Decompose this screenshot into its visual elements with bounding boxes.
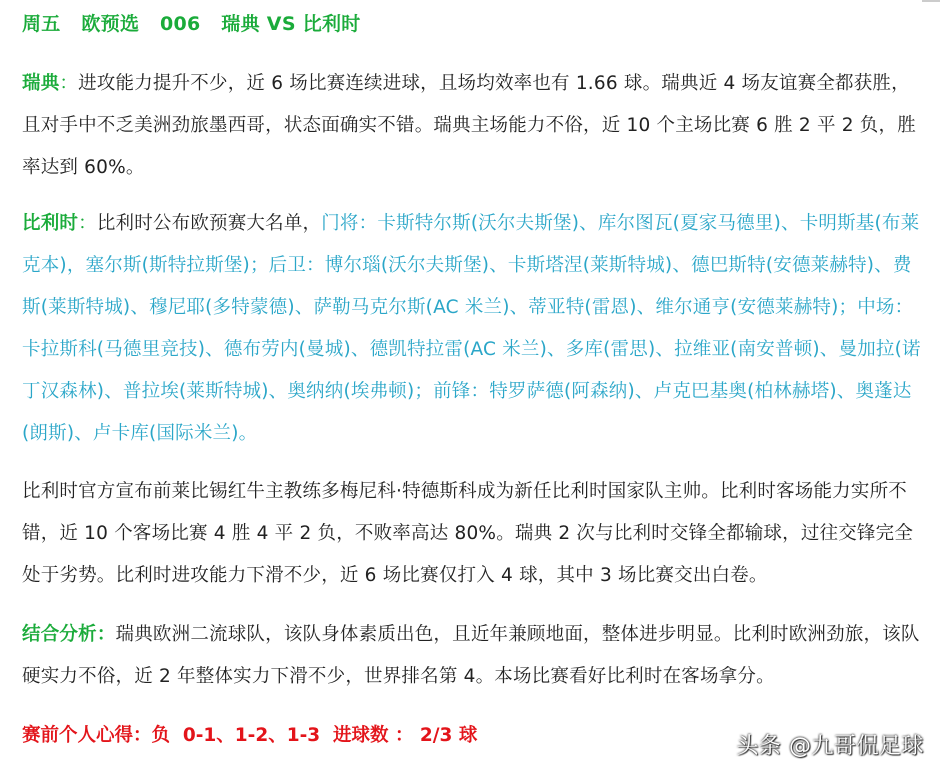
prediction-line: 赛前个人心得：负 0-1、1-2、1-3 进球数 ： 2/3 球	[22, 725, 478, 746]
sweden-colon: ：	[59, 73, 79, 94]
author-watermark: 头条 @九哥侃足球	[736, 734, 924, 759]
analysis-paragraph	[22, 614, 927, 698]
coach-paragraph	[22, 471, 927, 597]
sweden-text: 进攻能力提升不少，近 6 场比赛连续进球，且场均效率也有 1.66 球。瑞典近 4 场友谊赛全都获胜，且对手中不乏美洲劲旅墨西哥，状态面确实不错。瑞典主场能力不俗，近 10 个主场比赛 6 胜 2 平 2 负，胜率达到 60%。	[22, 73, 916, 178]
sweden-label: 瑞典	[22, 73, 60, 94]
belgium-paragraph	[22, 203, 927, 455]
analysis-text: 瑞典欧洲二流球队，该队身体素质出色，且近年兼顾地面，整体进步明显。比利时欧洲劲旅，该队硬实力不俗，近 2 年整体实力下滑不少，世界排名第 4。本场比赛看好比利时在客场拿分。	[22, 624, 920, 687]
analysis-colon: ：	[96, 624, 116, 645]
analysis-label: 结合分析	[22, 624, 97, 645]
belgium-label: 比利时	[22, 213, 79, 234]
belgium-squad-list: 门将：卡斯特尔斯(沃尔夫斯堡)、库尔图瓦(夏家马德里)、卡明斯基(布莱克本)，塞尔斯(斯特拉斯堡)；后卫：博尔瑙(沃尔夫斯堡)、卡斯塔涅(莱斯特城)、德巴斯特(安德莱赫特)、费斯(莱斯特城)、穆尼耶(多特蒙德)、萨勒马克尔斯(AC 米兰)、蒂亚特(雷恩)、维尔通亨(安德莱赫特)；中场：卡拉斯科(马德里竞技)、德布劳内(曼城)、德凯特拉雷(AC 米兰)、多库(雷思)、拉维亚(南安普顿)、曼加拉(诺丁汉森林)、普拉埃(莱斯特城)、奥纳纳(埃弗顿)；前锋：特罗萨德(阿森纳)、卢克巴基奥(柏林赫塔)、奥蓬达(朗斯)、卢卡库(国际米兰)。	[22, 213, 921, 444]
belgium-intro: 比利时公布欧预赛大名单，	[96, 213, 322, 234]
coach-text: 比利时官方宣布前莱比锡红牛主教练多梅尼科·特德斯科成为新任比利时国家队主帅。比利时客场能力实所不错，近 10 个客场比赛 4 胜 4 平 2 负，不败率高达 80%。瑞典 2 次与比利时交锋全都输球，过往交锋完全处于劣势。比利时进攻能力下滑不少，近 6 场比赛仅打入 4 球，其中 3 场比赛交出白卷。	[22, 481, 914, 586]
sweden-paragraph	[22, 63, 927, 189]
belgium-colon: ：	[78, 213, 97, 234]
match-title: 周五 欧预选 006 瑞典 VS 比利时	[22, 13, 361, 35]
corner-decoration	[922, 0, 940, 12]
